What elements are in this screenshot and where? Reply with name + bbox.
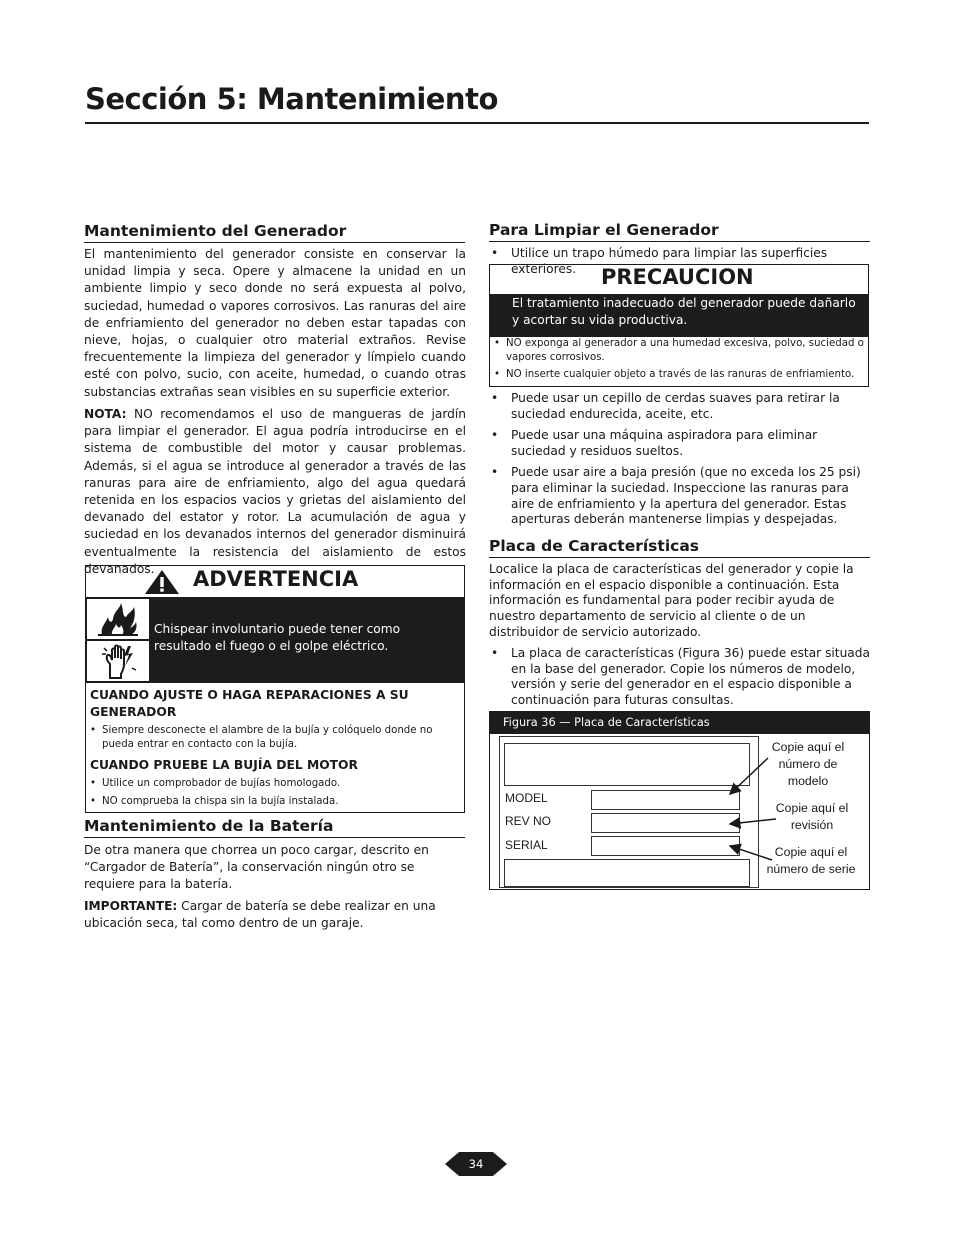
callout-model: Copie aquí el número de modelo <box>771 740 845 788</box>
callout-revision: Copie aquí el revisión <box>775 801 849 832</box>
callout-serial: Copie aquí el número de serie <box>766 845 856 876</box>
note-body: NO recomendamos el uso de mangueras de jardín para limpiar el generador. El agua podría introducirse en el sistema de combustible del motor y causar problemas. Además, si el agua se introduce al generador a través de las ranuras para aire de enfriamiento, algo del agua quedará retenida en los espacios vacios y grietas del aislamiento del devanado del estator y rotor. La acumulación de agua y suciedad en los devanados internos del generador disminuirá eventualmente la resistencia del aislamiento de estos devanados. <box>84 407 466 576</box>
generator-maintenance-body: El mantenimiento del generador consiste en conservar la unidad limpia y seca. Opere y almacene la unidad en un ambiente limpio y seco donde no será expuesta al polvo, suciedad, humedad o vapores corrosivos. Las ranuras del aire de enfriamiento del generador no deben estar tapadas con nieve, hojas, o cualquier otro material extraños. Revise frecuentemente la limpieza del generador y límpielo cuando esté con polvo, sucio, con aceite, humedad, o cuando otras substancias extrañas sean visibles en su superficie exterior. <box>84 247 466 399</box>
important-body: Cargar de batería se debe realizar en una ubicación seca, tal como dentro de un garaje. <box>84 899 436 931</box>
cleaning-item: • Puede usar una máquina aspiradora para eliminar suciedad y residuos sueltos. <box>489 428 870 459</box>
note-lead: NOTA: <box>84 407 127 421</box>
warning-hazard-text: Chispear involuntario puede tener como resultado el fuego o el golpe eléctrico. <box>154 622 401 653</box>
electric-shock-hand-icon <box>98 642 138 680</box>
warning-hazard-band <box>86 597 464 683</box>
plate-label-rev: REV NO <box>505 814 552 828</box>
rating-plate-heading: Placa de Características <box>489 537 870 558</box>
caution-text: El tratamiento inadecuado del generador puede dañarlo y acortar su vida productiva. <box>512 296 856 327</box>
important-lead: IMPORTANTE: <box>84 899 178 913</box>
rating-plate-list <box>489 646 870 714</box>
warning-spark-test-list <box>86 775 458 811</box>
caution-band <box>490 294 868 337</box>
figure-36 <box>489 711 870 890</box>
plate-label-serial: SERIAL <box>505 838 548 852</box>
figure-caption: Figura 36 — Placa de Características <box>503 716 710 729</box>
page-number-badge <box>445 1152 507 1176</box>
caution-item: • NO exponga al generador a una humedad excesiva, polvo, suciedad o vapores corrosivos. <box>490 337 864 365</box>
caution-list <box>490 337 864 384</box>
warning-subheading-repairs: CUANDO AJUSTE O HAGA REPARACIONES A SU GENERADOR <box>90 688 409 719</box>
warning-repairs-item: • Siempre desconecte el alambre de la bujía y colóquelo donde no pueda entrar en contacto con la bujía. <box>86 724 458 752</box>
page-title: Sección 5: Mantenimiento <box>85 82 498 116</box>
cleaning-item: • Puede usar aire a baja presión (que no exceda los 25 psi) para eliminar la suciedad. Inspeccione las ranuras para aire de enfriamiento y la apertura del generador. Estas aperturas deberán mantenerse limpias y despejadas. <box>489 465 870 527</box>
caution-signal-word: PRECAUCION <box>601 265 754 289</box>
warning-spark-item: • NO comprueba la chispa sin la bujía instalada. <box>86 795 458 809</box>
battery-maintenance-heading: Mantenimiento de la Batería <box>84 817 465 838</box>
caution-box <box>489 264 869 387</box>
rating-plate-body: Localice la placa de características del generador y copie la información en el espacio disponible a continuación. Esta información es fundamental para poder recibir ayuda de nuestro departamento de servicio al cliente o de un distribuidor de servicio autorizado. <box>489 562 854 639</box>
cleaning-item: • Puede usar un cepillo de cerdas suaves para retirar la suciedad endurecida, aceite, etc. <box>489 391 870 422</box>
fire-icon-box <box>87 599 149 639</box>
warning-spark-item: • Utilice un comprobador de bujías homologado. <box>86 777 458 791</box>
warning-box <box>85 565 465 813</box>
generator-maintenance-heading: Mantenimiento del Generador <box>84 222 465 243</box>
rating-plate-item: • La placa de características (Figura 36) puede estar situada en la base del generador. Copie los números de modelo, versión y serie del generador en el espacio disponible a continuación para futuras consultas. <box>489 646 870 708</box>
caution-item: • NO inserte cualquier objeto a través de las ranuras de enfriamiento. <box>490 368 864 382</box>
plate-label-model: MODEL <box>505 791 548 805</box>
cleaning-heading: Para Limpiar el Generador <box>489 221 870 242</box>
warning-triangle-icon <box>144 569 180 595</box>
warning-subheading-spark-test: CUANDO PRUEBE LA BUJÍA DEL MOTOR <box>90 758 358 772</box>
fire-icon <box>96 601 140 637</box>
electric-shock-icon-box <box>87 641 149 681</box>
warning-signal-word: ADVERTENCIA <box>193 567 359 591</box>
title-rule <box>85 122 869 124</box>
page-number: 34 <box>468 1157 484 1171</box>
warning-repairs-list <box>86 722 458 754</box>
cleaning-item: • Utilice un trapo húmedo para limpiar las superficies exteriores. <box>489 246 870 277</box>
important-paragraph <box>84 898 464 932</box>
note-paragraph <box>84 406 466 578</box>
cleaning-list <box>489 391 870 534</box>
battery-maintenance-body: De otra manera que chorrea un poco cargar, descrito en “Cargador de Batería”, la conservación ningún otro se requiere para la batería. <box>84 843 429 892</box>
warning-header <box>86 566 464 597</box>
